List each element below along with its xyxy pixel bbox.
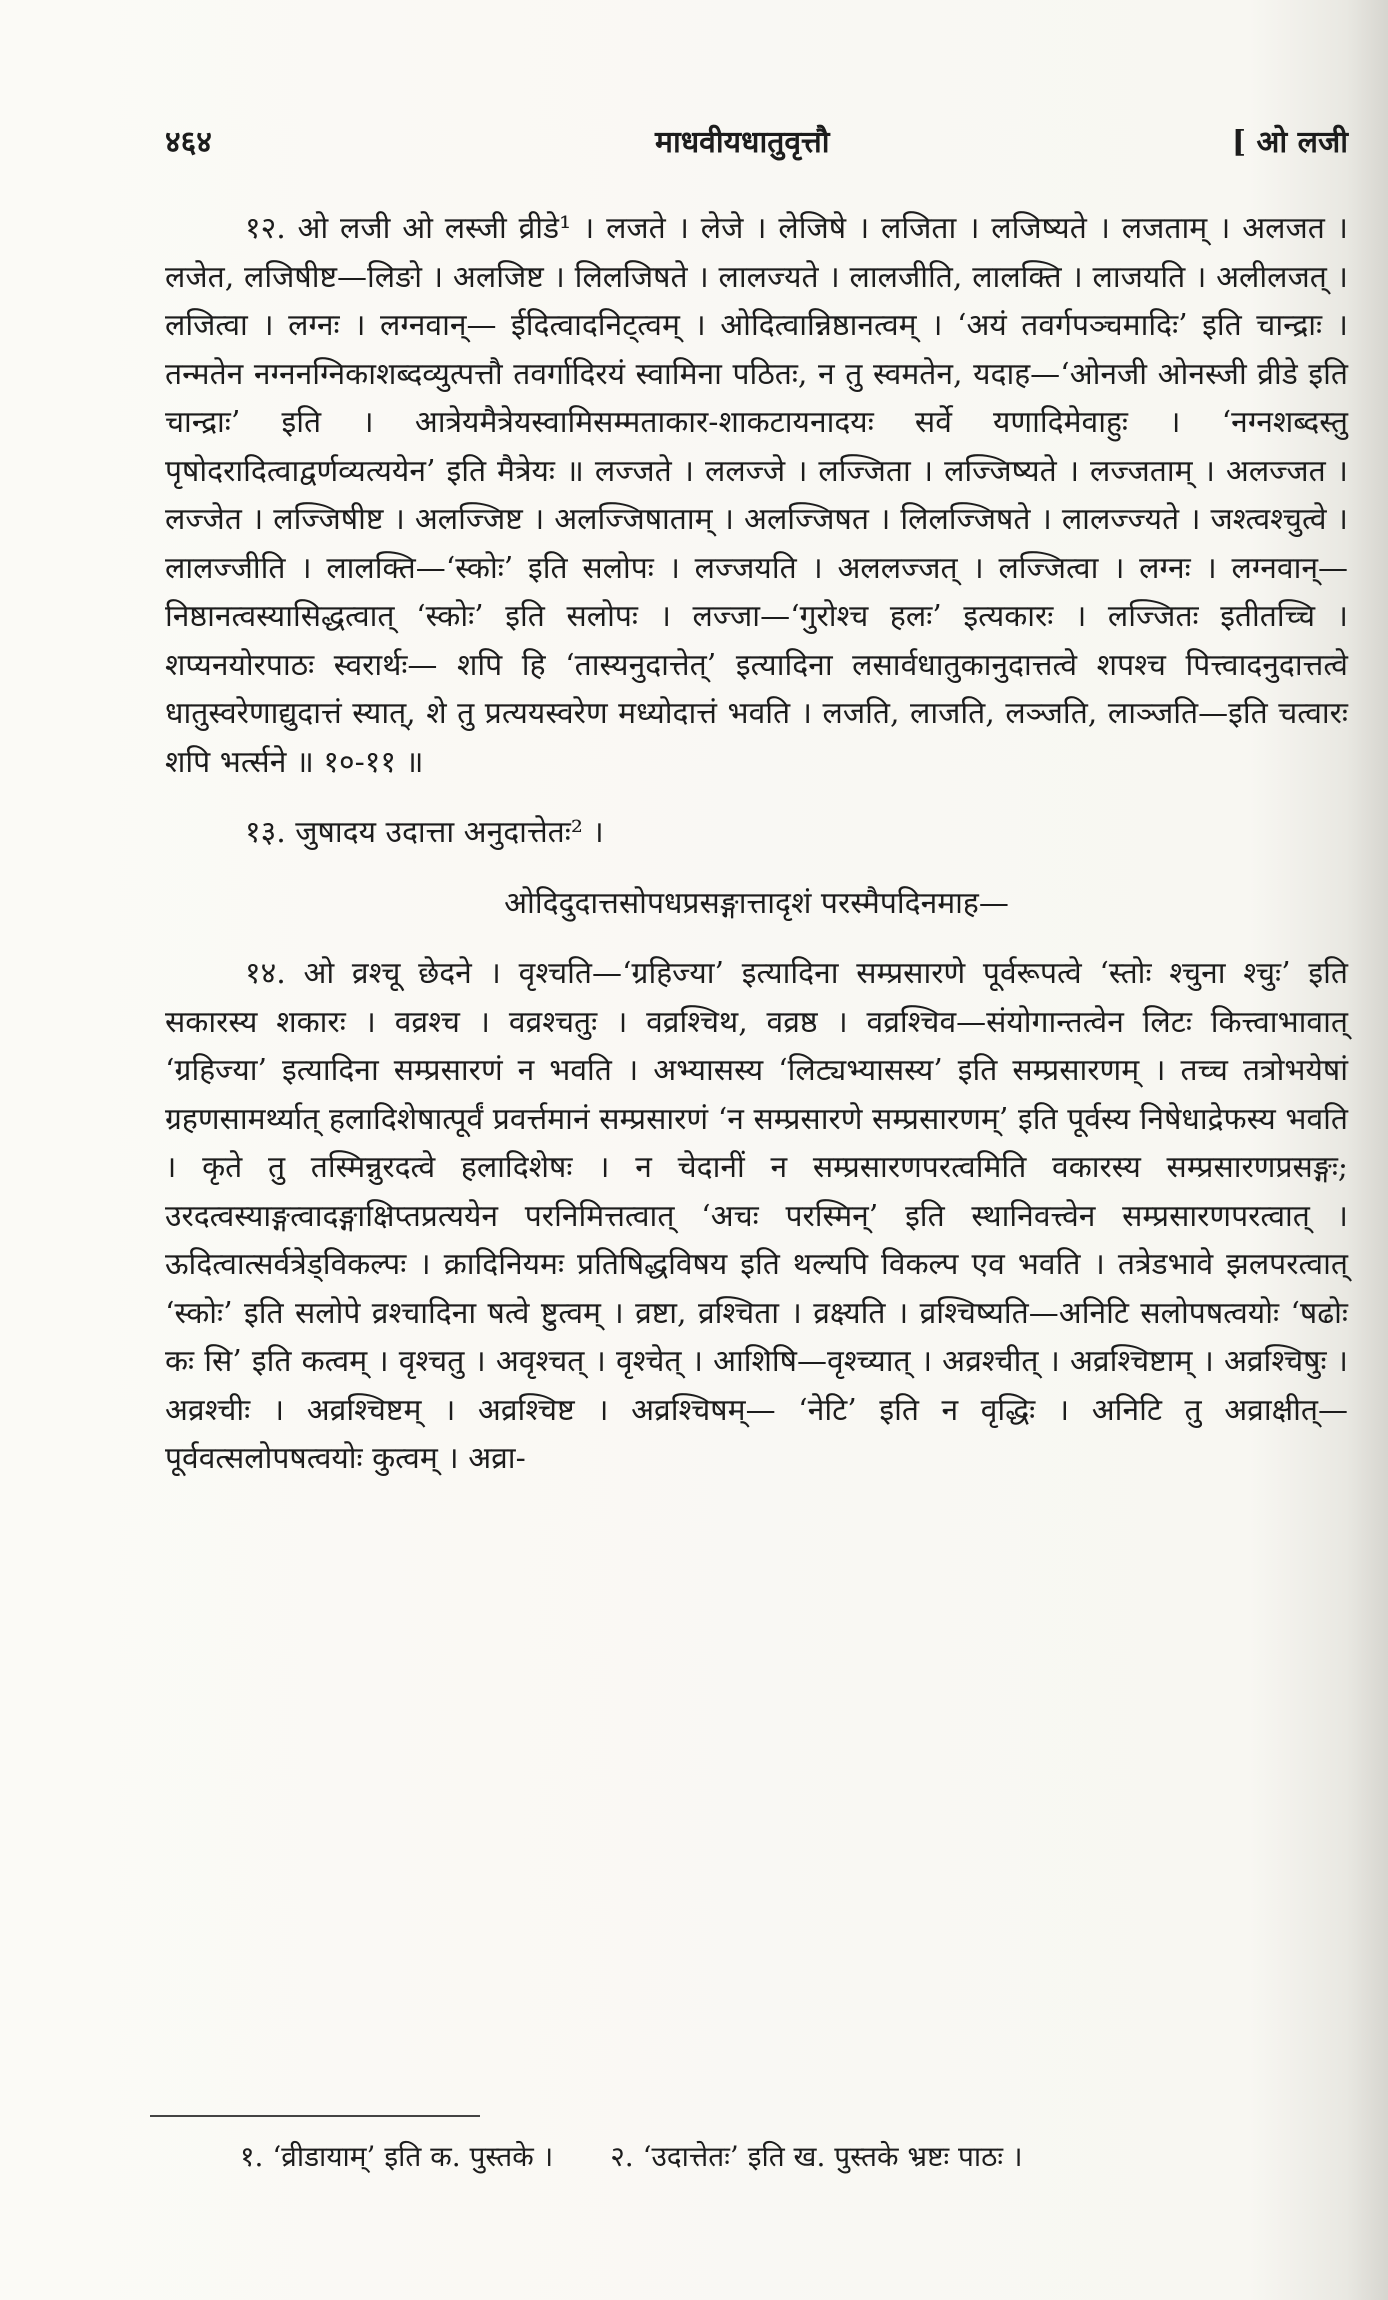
paragraph-14: १४. ओ व्रश्चू छेदने । वृश्चति—‘ग्रहिज्या’ इत्यादिना सम्प्रसारणे पूर्वरूपत्वे ‘स्तोः श्चुना श्चुः’ इति सकारस्य शकारः । वव्रश्च । वव्रश्चतुः । वव्रश्चिथ, वव्रष्ठ । वव्रश्चिव—संयोगान्तत्वेन लिटः कित्त्वाभावात् ‘ग्रहिज्या’ इत्यादिना सम्प्रसारणं न भवति । अभ्यासस्य ‘लिट्यभ्यासस्य’ इति सम्प्रसारणम् । तच्च तत्रोभयेषां ग्रहणसामर्थ्यात् हलादिशेषात्पूर्वं प्रवर्त्तमानं सम्प्रसारणं ‘न सम्प्रसारणे सम्प्रसारणम्’ इति पूर्वस्य निषेधाद्रेफस्य भवति । कृते तु तस्मिन्नुरदत्वे हलादिशेषः । न चेदानीं न सम्प्रसारणपरत्वमिति वकारस्य सम्प्रसारणप्रसङ्गः; उरदत्वस्याङ्गत्वादङ्गाक्षिप्तप्रत्ययेन परनिमित्तत्वात् ‘अचः परस्मिन्’ इति स्थानिवत्त्वेन सम्प्रसारणपरत्वात् । ऊदित्वात्सर्वत्रेड्विकल्पः । क्रादिनियमः प्रतिषिद्धविषय इति थल्यपि विकल्प एव भवति । तत्रेडभावे झलपरत्वात् ‘स्कोः’ इति सलोपे व्रश्चादिना षत्वे ष्टुत्वम् । व्रष्टा, व्रश्चिता । व्रक्ष्यति । व्रश्चिष्यति—अनिटि सलोपषत्वयोः ‘षढोः कः सि’ इति कत्वम् । वृश्चतु । अवृश्चत् । वृश्चेत् । आशिषि—वृश्च्यात् । अव्रश्चीत् । अव्रश्चिष्टाम् । अव्रश्चिषुः । अव्रश्चीः । अव्रश्चिष्टम् । अव्रश्चिष्ट । अव्रश्चिषम्— ‘नेटि’ इति न वृद्धिः । अनिटि तु अव्राक्षीत्—पूर्ववत्सलोपषत्वयोः कुत्वम् । अव्रा- — [165, 956, 1348, 1476]
paragraph-12: १२. ओ लजी ओ लस्जी व्रीडे¹ । लजते । लेजे । लेजिषे । लजिता । लजिष्यते । लजताम् । अलजत । लजेत, लजिषीष्ट—लिङो । अलजिष्ट । लिलजिषते । लालज्यते । लालजीति, लालक्ति । लाजयति । अलीलजत् । लजित्वा । लग्नः । लग्नवान्— ईदित्वादनिट्त्वम् । ओदित्वान्निष्ठानत्वम् । ‘अयं तवर्गपञ्चमादिः’ इति चान्द्राः । तन्मतेन नग्ननग्निकाशब्दव्युत्पत्तौ तवर्गादिरयं स्वामिना पठितः, न तु स्वमतेन, यदाह—‘ओनजी ओनस्जी व्रीडे इति चान्द्राः’ इति । आत्रेयमैत्रेयस्वामिसम्मताकार-शाकटायनादयः सर्वे यणादिमेवाहुः । ‘नग्नशब्दस्तु पृषोदरादित्वाद्वर्णव्यत्ययेन’ इति मैत्रेयः ॥ लज्जते । ललज्जे । लज्जिता । लज्जिष्यते । लज्जताम् । अलज्जत । लज्जेत । लज्जिषीष्ट । अलज्जिष्ट । अलज्जिषाताम् । अलज्जिषत । लिलज्जिषते । लालज्ज्यते । जश्त्वश्चुत्वे । लालज्जीति । लालक्ति—‘स्कोः’ इति सलोपः । लज्जयति । अललज्जत् । लज्जित्वा । लग्नः । लग्नवान्—निष्ठानत्वस्यासिद्धत्वात् ‘स्कोः’ इति सलोपः । लज्जा—‘गुरोश्च हलः’ इत्यकारः । लज्जितः इतीतच्चि । शप्यनयोरपाठः स्वरार्थः— शपि हि ‘तास्यनुदात्तेत्’ इत्यादिना लसार्वधातुकानुदात्तत्वे शपश्च पित्त्वादनुदात्तत्वे धातुस्वरेणाद्युदात्तं स्यात्, शे तु प्रत्ययस्वरेण मध्योदात्तं भवति । लजति, लाजति, लञ्जति, लाञ्जति—इति चत्वारः शपि भर्त्सने ॥ १०-११ ॥ — [165, 211, 1348, 780]
page-number: ४६४ — [165, 125, 212, 160]
footnote-divider — [150, 2115, 480, 2117]
running-title: माधवीयधातुवृत्तौ — [655, 125, 830, 160]
footnote-2: २. ‘उदात्तेतः’ इति ख. पुस्तके भ्रष्टः पाठः । — [610, 2140, 1023, 2173]
footnotes — [240, 2135, 1348, 2179]
footnote-1: १. ‘व्रीडायाम्’ इति क. पुस्तके । — [240, 2140, 554, 2173]
page-header — [165, 120, 1348, 170]
page-body — [165, 205, 1348, 1484]
section-intro: ओदिदुदात्तसोपधप्रसङ्गात्तादृशं परस्मैपदिनमाह— — [504, 885, 1009, 921]
paragraph-13: १३. जुषादय उदात्ता अनुदात्तेतः² । — [245, 815, 604, 850]
section-marker: [ ओ लजी — [1231, 125, 1348, 160]
